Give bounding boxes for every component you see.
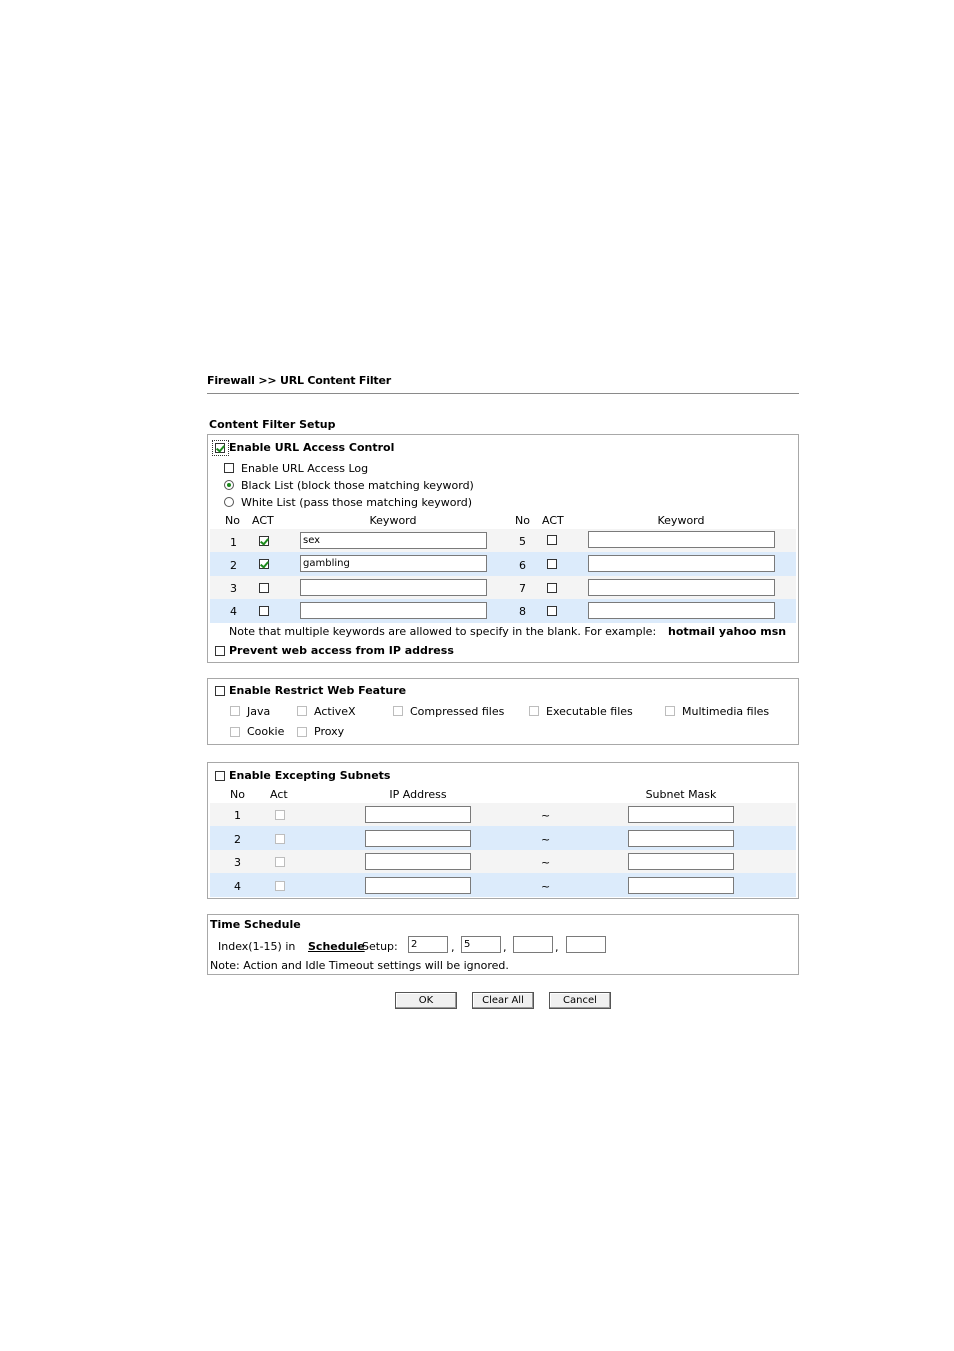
compressed-files-label: Compressed files xyxy=(410,705,505,718)
col-no-right: No xyxy=(515,514,530,527)
subnet-row-no: 4 xyxy=(234,880,241,893)
cookie-checkbox[interactable] xyxy=(230,727,240,737)
keyword-input[interactable] xyxy=(300,602,487,619)
keyword-act-checkbox[interactable] xyxy=(547,606,557,616)
restrict-web-panel xyxy=(207,678,799,745)
schedule-index-suffix: Setup: xyxy=(362,940,398,953)
keyword-input[interactable] xyxy=(588,531,775,548)
keyword-act-checkbox[interactable] xyxy=(547,583,557,593)
schedule-index-input-2[interactable] xyxy=(461,936,501,953)
keyword-act-checkbox[interactable] xyxy=(259,536,269,546)
subnet-col-mask: Subnet Mask xyxy=(645,788,717,801)
subnet-range-separator: ~ xyxy=(541,856,551,869)
enable-excepting-subnets-label: Enable Excepting Subnets xyxy=(229,769,391,782)
schedule-note: Note: Action and Idle Timeout settings will be ignored. xyxy=(210,959,509,972)
keyword-input[interactable] xyxy=(300,579,487,596)
ok-button[interactable]: OK xyxy=(395,992,457,1009)
schedule-comma: , xyxy=(451,941,455,954)
activex-label: ActiveX xyxy=(314,705,356,718)
subnet-act-checkbox[interactable] xyxy=(275,881,285,891)
col-keyword-left: Keyword xyxy=(369,514,417,527)
schedule-index-input-1[interactable] xyxy=(408,936,448,953)
subnet-act-checkbox[interactable] xyxy=(275,834,285,844)
section-title: Content Filter Setup xyxy=(209,418,336,431)
subnet-range-separator: ~ xyxy=(541,809,551,822)
schedule-index-prefix: Index(1-15) in xyxy=(218,940,296,953)
keyword-act-checkbox[interactable] xyxy=(259,583,269,593)
enable-restrict-web-label: Enable Restrict Web Feature xyxy=(229,684,407,697)
cancel-button[interactable]: Cancel xyxy=(549,992,611,1009)
executable-files-label: Executable files xyxy=(546,705,633,718)
keyword-act-checkbox[interactable] xyxy=(259,559,269,569)
keyword-act-checkbox[interactable] xyxy=(547,559,557,569)
prevent-ip-label: Prevent web access from IP address xyxy=(229,644,454,657)
keyword-row-no: 4 xyxy=(230,605,237,618)
title-divider xyxy=(207,393,799,394)
keyword-row-no: 8 xyxy=(519,605,526,618)
executable-files-checkbox[interactable] xyxy=(529,706,539,716)
prevent-ip-checkbox[interactable] xyxy=(215,646,225,656)
subnet-mask-input[interactable] xyxy=(628,830,734,847)
compressed-files-checkbox[interactable] xyxy=(393,706,403,716)
multimedia-files-label: Multimedia files xyxy=(682,705,770,718)
schedule-index-input-3[interactable] xyxy=(513,936,553,953)
excepting-subnets-panel xyxy=(207,762,799,899)
subnet-ip-input[interactable] xyxy=(365,877,471,894)
subnet-row-no: 2 xyxy=(234,833,241,846)
keyword-note-example: hotmail yahoo msn xyxy=(668,625,787,638)
schedule-index-input-4[interactable] xyxy=(566,936,606,953)
col-keyword-right: Keyword xyxy=(657,514,705,527)
schedule-comma: , xyxy=(503,941,507,954)
keyword-row-no: 2 xyxy=(230,559,237,572)
black-list-label: Black List (block those matching keyword) xyxy=(241,479,474,492)
white-list-label: White List (pass those matching keyword) xyxy=(241,496,473,509)
col-no-left: No xyxy=(225,514,240,527)
enable-excepting-subnets-checkbox[interactable] xyxy=(215,771,225,781)
keyword-row-no: 5 xyxy=(519,535,526,548)
proxy-label: Proxy xyxy=(314,725,345,738)
keyword-input[interactable] xyxy=(588,602,775,619)
java-label: Java xyxy=(247,705,271,718)
subnet-ip-input[interactable] xyxy=(365,830,471,847)
time-schedule-panel xyxy=(207,914,799,975)
subnet-range-separator: ~ xyxy=(541,880,551,893)
activex-checkbox[interactable] xyxy=(297,706,307,716)
subnet-col-act: Act xyxy=(270,788,288,801)
enable-url-access-label: Enable URL Access Control xyxy=(229,441,395,454)
subnet-mask-input[interactable] xyxy=(628,877,734,894)
enable-url-log-label: Enable URL Access Log xyxy=(241,462,369,475)
proxy-checkbox[interactable] xyxy=(297,727,307,737)
enable-restrict-web-checkbox[interactable] xyxy=(215,686,225,696)
enable-url-access-checkbox[interactable] xyxy=(215,443,225,453)
time-schedule-title: Time Schedule xyxy=(210,918,301,931)
black-list-radio[interactable] xyxy=(224,480,234,490)
subnet-mask-input[interactable] xyxy=(628,853,734,870)
keyword-act-checkbox[interactable] xyxy=(547,535,557,545)
subnet-range-separator: ~ xyxy=(541,833,551,846)
keyword-row-no: 3 xyxy=(230,582,237,595)
java-checkbox[interactable] xyxy=(230,706,240,716)
subnet-act-checkbox[interactable] xyxy=(275,857,285,867)
schedule-link[interactable]: Schedule xyxy=(308,940,365,953)
subnet-row-no: 3 xyxy=(234,856,241,869)
subnet-mask-input[interactable] xyxy=(628,806,734,823)
subnet-ip-input[interactable] xyxy=(365,853,471,870)
cookie-label: Cookie xyxy=(247,725,285,738)
enable-url-log-checkbox[interactable] xyxy=(224,463,234,473)
multimedia-files-checkbox[interactable] xyxy=(665,706,675,716)
keyword-act-checkbox[interactable] xyxy=(259,606,269,616)
subnet-row-no: 1 xyxy=(234,809,241,822)
keyword-input[interactable] xyxy=(300,555,487,572)
keyword-input[interactable] xyxy=(588,555,775,572)
keyword-row-no: 1 xyxy=(230,536,237,549)
col-act-right: ACT xyxy=(542,514,564,527)
breadcrumb: Firewall >> URL Content Filter xyxy=(207,374,391,387)
keyword-note: Note that multiple keywords are allowed to specify in the blank. For example: xyxy=(229,625,657,638)
white-list-radio[interactable] xyxy=(224,497,234,507)
keyword-input[interactable] xyxy=(588,579,775,596)
subnet-ip-input[interactable] xyxy=(365,806,471,823)
keyword-input[interactable] xyxy=(300,532,487,549)
clear-all-button[interactable]: Clear All xyxy=(472,992,534,1009)
url-access-panel xyxy=(207,434,799,663)
keyword-row-no: 6 xyxy=(519,559,526,572)
col-act-left: ACT xyxy=(252,514,274,527)
schedule-comma: , xyxy=(555,941,559,954)
keyword-row-no: 7 xyxy=(519,582,526,595)
subnet-act-checkbox[interactable] xyxy=(275,810,285,820)
subnet-col-no: No xyxy=(230,788,245,801)
subnet-col-ip: IP Address xyxy=(389,788,447,801)
